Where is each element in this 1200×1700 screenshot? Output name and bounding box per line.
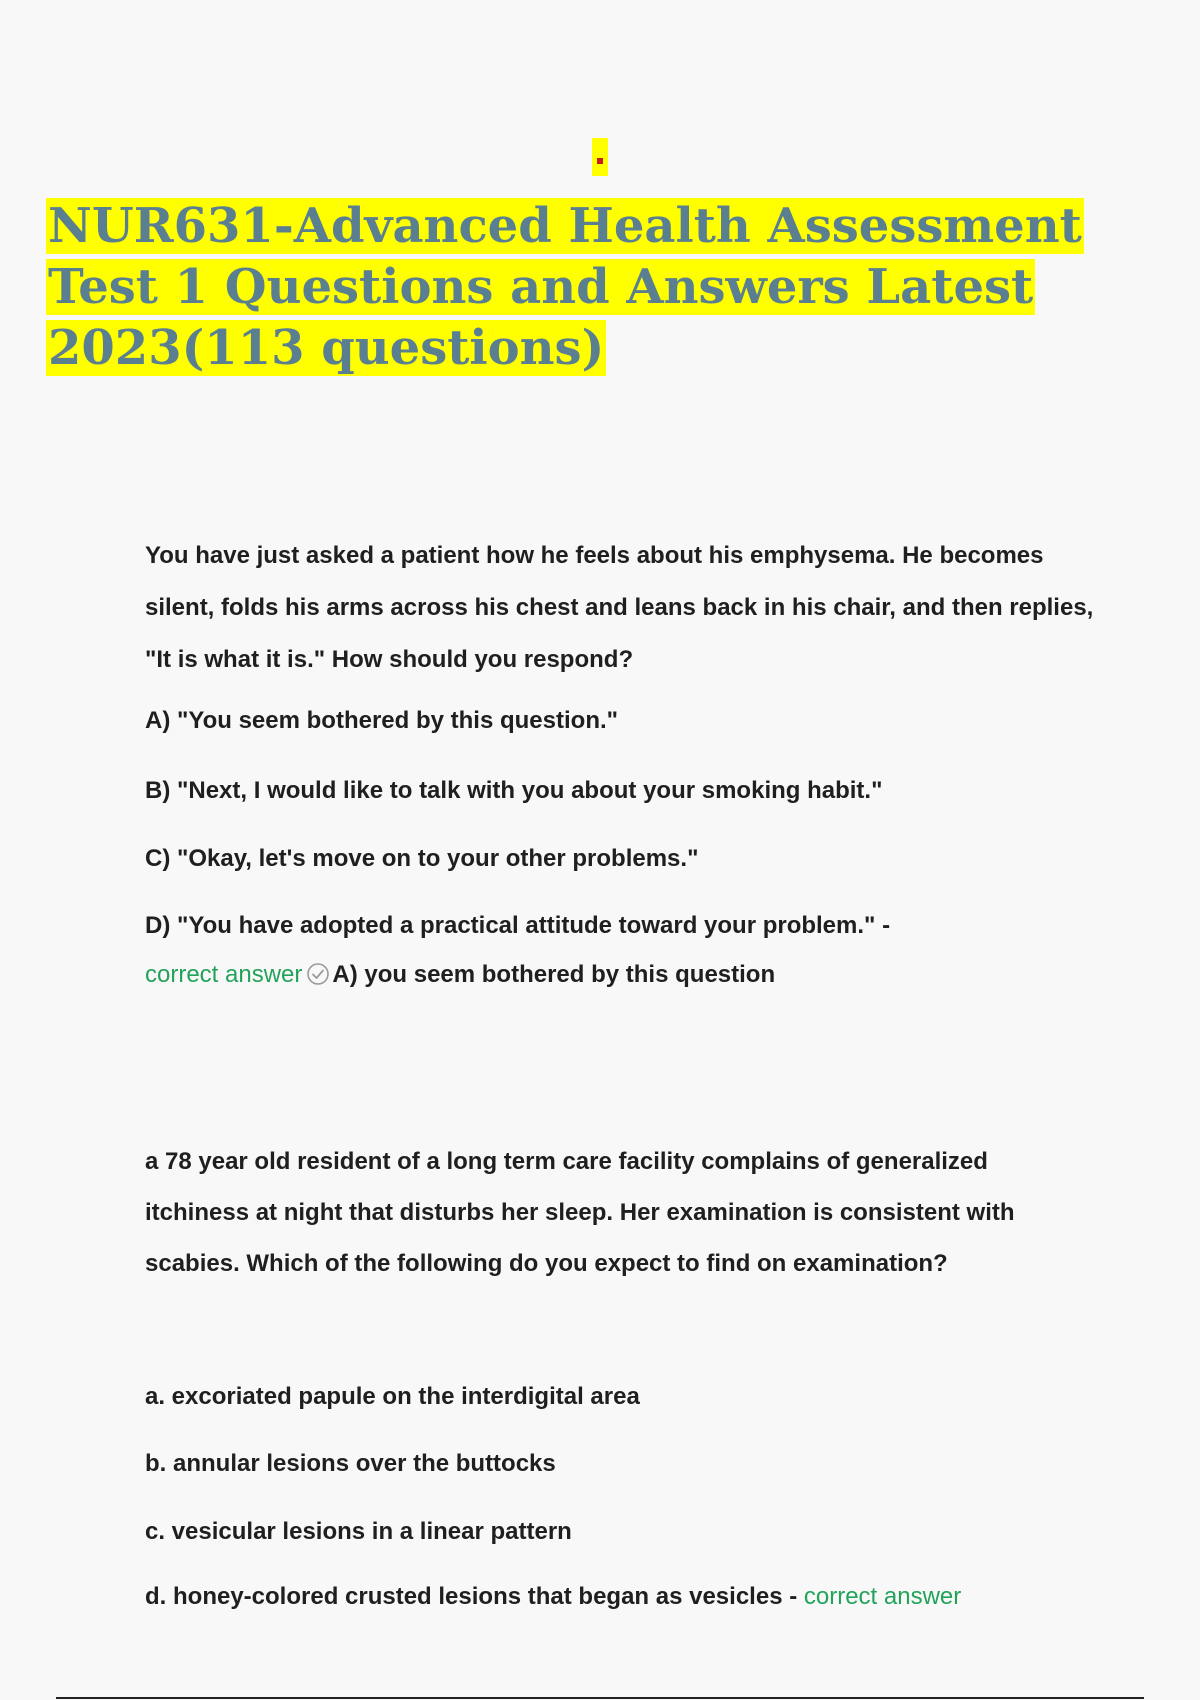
check-circle-icon	[306, 962, 330, 986]
question-1-answer-text: A) you seem bothered by this question	[332, 961, 776, 988]
page-divider	[56, 1697, 1144, 1699]
question-2-option-c: c. vesicular lesions in a linear pattern	[145, 1518, 572, 1545]
question-2-answer-label: correct answer	[803, 1583, 962, 1610]
question-1-answer-label: correct answer	[145, 961, 303, 988]
document-title	[46, 196, 1166, 379]
question-1-answer-line	[145, 960, 1095, 990]
question-1-option-a: A) "You seem bothered by this question."	[145, 707, 619, 734]
document-title-text: NUR631-Advanced Health Assessment Test 1 Questions and Answers Latest 2023(113 questions)	[48, 198, 1082, 376]
question-2-option-b: b. annular lesions over the buttocks	[145, 1450, 556, 1477]
question-2-option-d	[145, 1582, 1095, 1612]
question-2-option-d-text: d. honey-colored crusted lesions that began as vesicles -	[145, 1583, 798, 1610]
question-2-option-a: a. excoriated papule on the interdigital area	[145, 1383, 640, 1410]
question-1-option-d: D) "You have adopted a practical attitude toward your problem." -	[145, 912, 891, 939]
question-1-option-b: B) "Next, I would like to talk with you about your smoking habit."	[145, 777, 883, 804]
marker-dot	[597, 158, 603, 164]
question-1-option-c: C) "Okay, let's move on to your other problems."	[145, 845, 699, 872]
question-1-stem: You have just asked a patient how he feels about his emphysema. He becomes silent, folds his arms across his chest and leans back in his chair, and then replies, "It is what it is." How should you respond?	[145, 542, 1094, 673]
highlight-marker	[592, 138, 608, 176]
question-2-stem: a 78 year old resident of a long term care facility complains of generalized itchiness at night that disturbs her sleep. Her examination is consistent with scabies. Which of the following do you expect to find on examination?	[145, 1148, 1015, 1277]
